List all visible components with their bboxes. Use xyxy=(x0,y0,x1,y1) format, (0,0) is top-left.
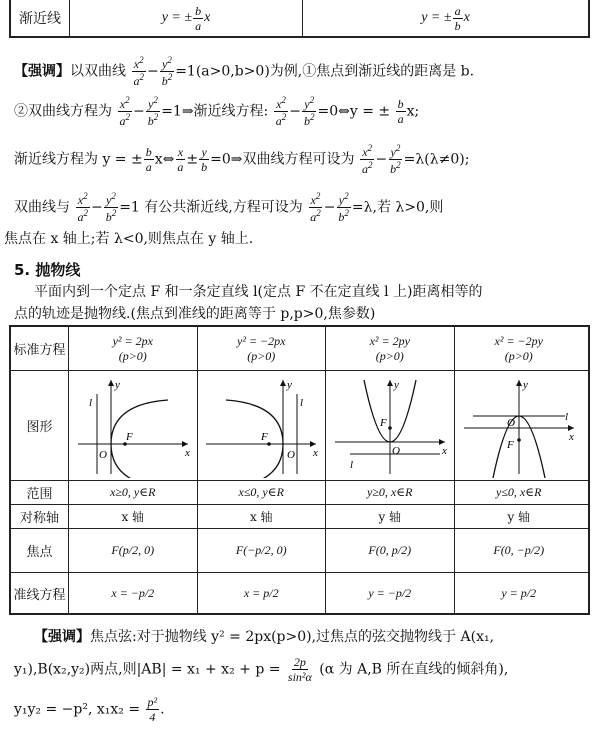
directrix-cell: y = p/2 xyxy=(501,585,537,600)
label-origin: O xyxy=(391,444,400,457)
header-focus: 焦点 xyxy=(11,529,69,572)
parabola-right-graph xyxy=(73,374,193,478)
graph-cell xyxy=(455,371,584,480)
axis-cell: y 轴 xyxy=(507,510,531,524)
label-x: x xyxy=(184,446,190,459)
parabola-up-graph xyxy=(330,374,450,478)
table-row xyxy=(11,371,588,481)
equation-cell: x² = −2py (p>0) xyxy=(494,333,543,363)
directrix-cell: x = p/2 xyxy=(198,573,327,613)
graph-cell xyxy=(326,371,455,480)
label-focus: F xyxy=(261,430,268,443)
graph-cell xyxy=(69,371,198,480)
label-y: y xyxy=(393,378,399,391)
emphasis-line-4: 双曲线与 $\frac{x^2}{a^2}$ − $\frac{y^2}{b^2}$ =1 有公共渐近线,方程可设为 $\frac{x^2}{a^2}$ − $\frac{y^2}{b^2}$ =λ,若 λ>0,则 xyxy=(14,191,444,224)
header-directrix: 准线方程 xyxy=(11,573,69,613)
emphasis-line-3: 渐近线方程为 y = ± $\frac{b}{a}$ x⇔ $\frac{x}{a}$ ± $\frac{y}{b}$ =0⇒双曲线方程可设为 $\frac{x^2}{a^2}$ − $\frac{y^2}{b^2}$ =λ(λ≠0); xyxy=(14,143,470,176)
header-range: 范围 xyxy=(11,481,69,504)
focus-cell: F(−p/2, 0) xyxy=(198,529,327,572)
parabola-down-graph xyxy=(459,374,579,478)
header-graph: 图形 xyxy=(11,371,69,480)
definition-line-2: 点的轨迹是抛物线.(焦点到准线的距离等于 p,p>0,焦参数) xyxy=(14,306,376,322)
label-directrix: l xyxy=(564,410,568,423)
axis-cell: x 轴 xyxy=(69,505,198,528)
label-x: x xyxy=(441,444,447,457)
label-y: y xyxy=(287,378,293,391)
equation-cell: x² = 2py (p>0) xyxy=(326,327,455,370)
axis-cell: x 轴 xyxy=(198,505,327,528)
focus-cell: F(0, p/2) xyxy=(326,529,455,572)
asymptote-formula-left: y = ± $\frac{b}{a}$ x xyxy=(70,0,303,36)
definition-line-1: 平面内到一个定点 F 和一条定直线 l(定点 F 不在定直线 l 上)距离相等的 xyxy=(34,284,483,300)
equation-cell: y² = 2px (p>0) xyxy=(69,327,198,370)
asymptote-table-row xyxy=(9,0,590,38)
header-axis: 对称轴 xyxy=(11,505,69,528)
focal-chord-line-1: 【强调】焦点弦:对于抛物线 y² = 2px(p>0),过焦点的弦交抛物线于 A(x₁, xyxy=(34,629,495,645)
directrix-cell: y = −p/2 xyxy=(326,573,455,613)
range-cell: y≥0, x∈R xyxy=(326,481,455,504)
table-row xyxy=(11,481,588,505)
focus-cell: F(0, −p/2) xyxy=(493,543,545,557)
equation-cell: y² = −2px (p>0) xyxy=(198,327,327,370)
label-x: x xyxy=(568,430,574,443)
range-cell: y≤0, x∈R xyxy=(496,485,542,499)
label-focus: F xyxy=(125,430,133,443)
parabola-table xyxy=(9,325,590,615)
asymptote-label: 渐近线 xyxy=(11,0,70,36)
label-focus: F xyxy=(506,438,514,451)
table-row xyxy=(11,573,588,613)
range-cell: x≤0, y∈R xyxy=(198,481,327,504)
graph-cell xyxy=(198,371,327,480)
label-origin: O xyxy=(287,448,296,461)
table-row xyxy=(11,327,588,371)
label-x: x xyxy=(313,446,319,459)
label-directrix: l xyxy=(300,396,304,409)
table-row xyxy=(11,505,588,529)
section-title: 5. 抛物线 xyxy=(14,261,81,279)
axis-cell: y 轴 xyxy=(326,505,455,528)
emphasis-line-1: 【强调】以双曲线 $\frac{x^2}{a^2}$ − $\frac{y^2}{b^2}$ =1(a>0,b>0)为例,①焦点到渐近线的距离是 b. xyxy=(14,55,475,88)
label-y: y xyxy=(114,378,120,391)
header-equation: 标准方程 xyxy=(11,327,69,370)
focal-chord-line-2: y₁),B(x₂,y₂)两点,则|AB| = x₁ + x₂ + p = $\frac{2p}{\text{sin²α}}$ (α 为 A,B 所在直线的倾斜角), xyxy=(14,655,509,684)
table-row xyxy=(11,529,588,573)
label-y: y xyxy=(522,378,528,391)
asymptote-formula-right: y = ± $\frac{a}{b}$ x xyxy=(421,3,470,33)
label-origin: O xyxy=(98,448,107,461)
label-directrix: l xyxy=(349,458,353,471)
emphasis-line-2: ②双曲线方程为 $\frac{x^2}{a^2}$ − $\frac{y^2}{b^2}$ =1⇒渐近线方程: $\frac{x^2}{a^2}$ − $\frac{y^2}{b^2}$ =0⇔y = ± $\frac{b}{a}$ x; xyxy=(14,95,420,128)
label-focus: F xyxy=(379,416,387,429)
label-directrix: l xyxy=(88,396,92,409)
focal-chord-line-3: y₁y₂ = −p², x₁x₂ = $\frac{\text{p²}}{4}$ . xyxy=(14,695,165,724)
range-cell: x≥0, y∈R xyxy=(69,481,198,504)
parabola-left-graph xyxy=(201,374,321,478)
emphasis-line-5: 焦点在 x 轴上;若 λ<0,则焦点在 y 轴上. xyxy=(4,231,254,247)
directrix-cell: x = −p/2 xyxy=(69,573,198,613)
label-origin: O xyxy=(506,416,515,429)
focus-cell: F(p/2, 0) xyxy=(69,529,198,572)
